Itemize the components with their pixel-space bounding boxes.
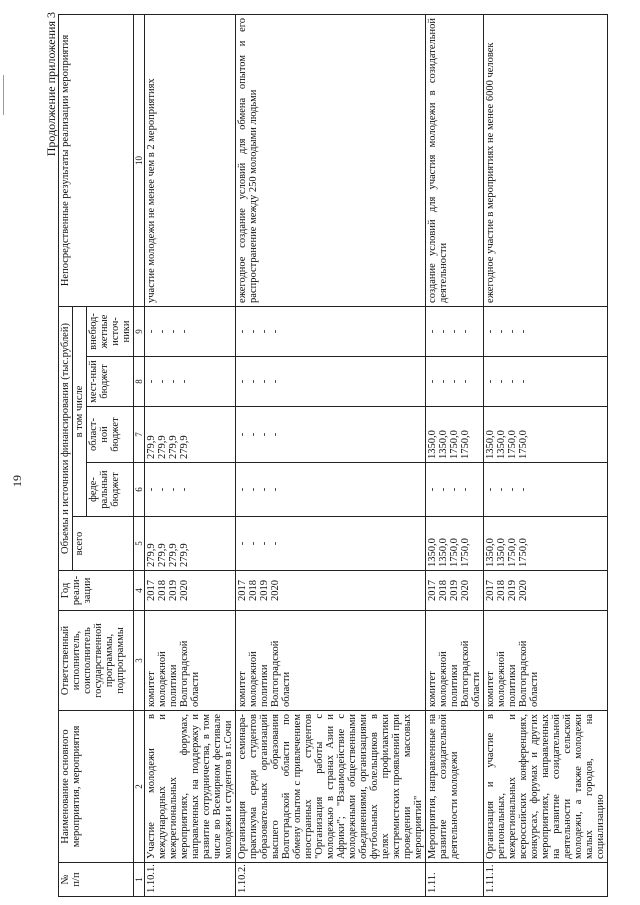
- row-offbudget: - - - -: [426, 306, 484, 356]
- table-row: [236, 14, 426, 896]
- row-total: - - - -: [236, 517, 426, 571]
- row-executor: комитет молодежной политики Волгоградской области: [236, 611, 426, 711]
- row-years: 2017 2018 2019 2020: [484, 571, 608, 611]
- header-offbudget: внебюд-жетные источ-ники: [87, 306, 134, 356]
- header-local: мест-ный бюджет: [87, 357, 134, 407]
- row-executor: комитет молодежной политики Волгоградской области: [426, 611, 484, 711]
- row-regional: 279,9 279,9 279,9 279,9: [145, 407, 236, 463]
- row-name: Участие молодежи в международных и межрегиональных мероприятиях, форумах, направленных на поддержку и развитие сотрудничества, в том числе во Всемирном фестивале молодежи и студентов в г.Сочи: [145, 711, 236, 863]
- row-offbudget: - - - -: [236, 306, 426, 356]
- row-regional: 1350,0 1350,0 1750,0 1750,0: [484, 407, 608, 463]
- row-name: Организация и участие в региональных, межрегиональных и всероссийских конференциях, конкурсах, форумах и других мероприятиях, направленных на развитие созидательной деятельности сельской молодежи, а также молодежи малых городов, на социализацию: [484, 711, 608, 863]
- page-number: 19: [10, 475, 24, 487]
- header-including: в том числе: [73, 306, 87, 516]
- row-federal: - - - -: [236, 463, 426, 517]
- row-name: Организация семинара-практикума среди студентов образовательных организаций высшего образования Волгоградской области по обмену опытом с привлечением иностранных студентов "Организация работы с молодежью в странах Азии и Африки"; "Взаимодействие с молодежными общественными объединениями, организациями футбольных болельщиков в целях профилактики экстремистских проявлений при проведении массовых мероприятий": [236, 711, 426, 863]
- row-results: участие молодежи не менее чем в 2 мероприятиях: [145, 14, 236, 306]
- table-row: [426, 14, 484, 896]
- row-years: 2017 2018 2019 2020: [145, 571, 236, 611]
- row-offbudget: - - - -: [145, 306, 236, 356]
- column-number: 7: [134, 407, 145, 463]
- row-results: ежегодное создание условий для обмена опытом и его распространение между 250 молодыми людьми: [236, 14, 426, 306]
- column-number: 4: [134, 571, 145, 611]
- column-number: 2: [134, 711, 145, 863]
- column-number: 6: [134, 463, 145, 517]
- header-regional: област-ной бюджет: [87, 407, 134, 463]
- row-total: 1350,0 1350,0 1750,0 1750,0: [426, 517, 484, 571]
- column-number: 3: [134, 611, 145, 711]
- header-year: Год реали-зации: [59, 571, 134, 611]
- top-rule: [3, 75, 4, 115]
- row-num: 1.11.1.: [484, 863, 608, 897]
- row-results: ежегодное участие в мероприятиях не менее 6000 человек: [484, 14, 608, 306]
- row-num: 1.11.: [426, 863, 484, 897]
- row-federal: - - - -: [426, 463, 484, 517]
- row-num: 1.10.1.: [145, 863, 236, 897]
- column-number: 8: [134, 357, 145, 407]
- table-row: [145, 14, 236, 896]
- appendix-caption: Продолжение приложения 3: [44, 12, 58, 157]
- row-local: - - - -: [426, 357, 484, 407]
- row-executor: комитет молодежной политики Волгоградской области: [145, 611, 236, 711]
- column-number: 5: [134, 517, 145, 571]
- row-total: 279,9 279,9 279,9 279,9: [145, 517, 236, 571]
- row-local: - - - -: [145, 357, 236, 407]
- row-regional: 1350,0 1350,0 1750,0 1750,0: [426, 407, 484, 463]
- table-row: [484, 14, 608, 896]
- row-federal: - - - -: [484, 463, 608, 517]
- header-num: № п/п: [59, 863, 134, 897]
- row-executor: комитет молодежной политики Волгоградской области: [484, 611, 608, 711]
- row-local: - - - -: [484, 357, 608, 407]
- header-funding: Объемы и источники финансирования (тыс.рублей): [59, 306, 73, 570]
- row-years: 2017 2018 2019 2020: [426, 571, 484, 611]
- header-executor: Ответственный исполнитель, соисполнитель государственной программы, подпрограммы: [59, 611, 134, 711]
- column-number: 1: [134, 863, 145, 897]
- row-local: - - - -: [236, 357, 426, 407]
- column-number: 9: [134, 306, 145, 356]
- row-federal: - - - -: [145, 463, 236, 517]
- column-numbers-row: [134, 14, 145, 896]
- header-federal: феде-ральный бюджет: [87, 463, 134, 517]
- row-results: создание условий для участия молодежи в созидательной деятельности: [426, 14, 484, 306]
- row-num: 1.10.2.: [236, 863, 426, 897]
- row-name: Мероприятия, направленные на развитие созидательной деятельности молодежи: [426, 711, 484, 863]
- row-total: 1350,0 1350,0 1750,0 1750,0: [484, 517, 608, 571]
- header-name: Наименование основного мероприятия, мероприятия: [59, 711, 134, 863]
- header-results: Непосредственные результаты реализации мероприятия: [59, 14, 134, 306]
- program-table: [58, 14, 608, 897]
- row-years: 2017 2018 2019 2020: [236, 571, 426, 611]
- header-total: всего: [73, 517, 134, 571]
- row-offbudget: - - - -: [484, 306, 608, 356]
- column-number: 10: [134, 14, 145, 306]
- row-regional: - - - -: [236, 407, 426, 463]
